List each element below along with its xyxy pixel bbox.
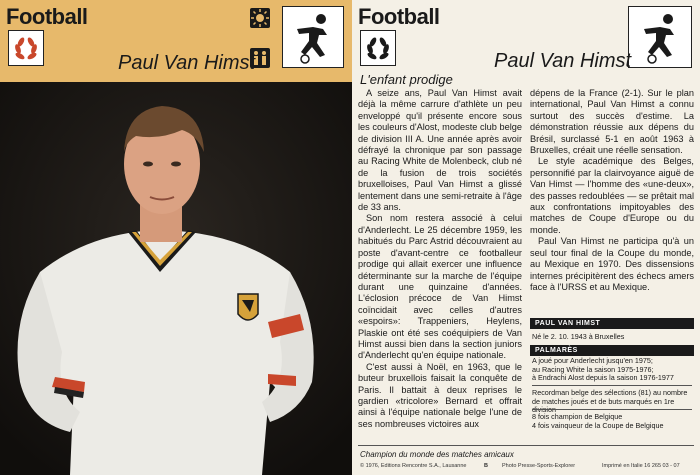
record-info bbox=[532, 389, 694, 415]
print-info: Imprimé en Italie 16 265 03 - 07 bbox=[602, 463, 680, 469]
copyright-notice: © 1976, Editions Rencontre S.A., Lausanne bbox=[360, 463, 467, 469]
bio-header: PAUL VAN HIMST bbox=[530, 318, 694, 329]
article-paragraph: C'est aussi à Noël, en 1963, que le buteur bruxellois faisait la conquête de Paris. Il battait à deux reprises le gardien «tricolore» Bernard et offrait ainsi à l'équipe nationale belge l'une de ses nombreuses victoires aux bbox=[358, 361, 522, 429]
back-category-title: Football bbox=[358, 4, 440, 29]
photo-credit: Photo Presse-Sports-Explorer bbox=[502, 463, 576, 469]
record-line: de matches joués et de buts marqués en 1re bbox=[532, 396, 675, 406]
article-column-2 bbox=[530, 88, 694, 293]
article-paragraph: Le style académique des Belges, personnifié par la clairvoyance aiguë de Van Himst — l'homme des «une-deux», des passes redoublées — se prêtait mal aux confrontations impitoyables des matches de Coupe d'Europe ou du monde. bbox=[530, 156, 694, 235]
article-column-1 bbox=[358, 88, 522, 430]
divider bbox=[532, 385, 692, 386]
clubs-list bbox=[532, 357, 692, 383]
back-card bbox=[352, 0, 700, 475]
titles-info bbox=[532, 413, 692, 430]
article-paragraph: A seize ans, Paul Van Himst avait déjà la même carrure d'athlète un peu enveloppé qu'il présente encore sous les couleurs d'Alost, modeste club belge de division III A. Une année après avoir défrayé la chronique par son passage au Racing White de Molenbeck, club né de la fusion de trois sociétés bruxelloises, Paul Van Himst a glissé lentement dans une semi-retraite à l'âge de 33 ans. bbox=[358, 88, 522, 213]
laurel-wreath-icon bbox=[8, 30, 44, 66]
record-line: Recordman belge des sélections (81) au nombre bbox=[532, 388, 688, 397]
club-line: au Racing White la saison 1975-1976; bbox=[532, 364, 654, 374]
football-player-pictogram-icon bbox=[628, 6, 692, 68]
club-line: A joué pour Anderlecht jusqu'en 1975; bbox=[532, 356, 653, 365]
football-player-pictogram-icon bbox=[282, 6, 344, 68]
back-player-name: Paul Van Himst bbox=[494, 50, 632, 72]
divider bbox=[532, 409, 692, 410]
divider bbox=[358, 445, 694, 446]
palmares-header: PALMARÈS bbox=[530, 345, 694, 356]
player-photo bbox=[0, 82, 352, 475]
laurel-wreath-icon bbox=[360, 30, 396, 66]
article-subtitle: L'enfant prodige bbox=[360, 72, 453, 87]
article-paragraph: dépens de la France (2-1). Sur le plan international, Paul Van Himst a connu surtout des succès d'estime. La démonstration réussie aux dépens du Brésil, surclassé 5-1 en août 1963 à Bruxelles, créait une réelle sensation. bbox=[530, 88, 694, 156]
sun-emblem-icon bbox=[250, 8, 270, 28]
title-line: 4 fois vainqueur de la Coupe de Belgique bbox=[532, 420, 664, 430]
article-paragraph: Paul Van Himst ne participa qu'à un seul tour final de la Coupe du monde, au Mexique en 1970. Des dissensions internes précipitèrent des échecs amers face à l'URSS et au Mexique. bbox=[530, 236, 694, 292]
article-paragraph: Son nom restera associé à celui d'Anderlecht. Le 25 décembre 1959, les habitués du Parc Astrid découvraient au poste d'avant-centre ce footballeur prodige qui allait exercer une influence déterminante sur la marche de l'équipe durant une quinzaine d'années. L'éclosion précoce de Van Himst coïncidait avec celles d'autres «espoirs»: Trappeniers, Heylens, Plaskie ont été ses coéquipiers de Van Himst aussi bien dans la section juniors d'Anderlecht qu'en équipe nationale. bbox=[358, 213, 522, 361]
club-line: à Endrachi Alost depuis la saison 1976-1977 bbox=[532, 373, 674, 383]
title-line: 8 fois champion de Belgique bbox=[532, 412, 623, 421]
front-player-name: Paul Van Himst bbox=[118, 52, 256, 74]
series-letter: B bbox=[484, 463, 488, 469]
birth-info: Né le 2. 10. 1943 à Bruxelles bbox=[532, 332, 625, 341]
photo-caption: Champion du monde des matches amicaux bbox=[360, 450, 514, 459]
front-category-title: Football bbox=[6, 4, 88, 29]
